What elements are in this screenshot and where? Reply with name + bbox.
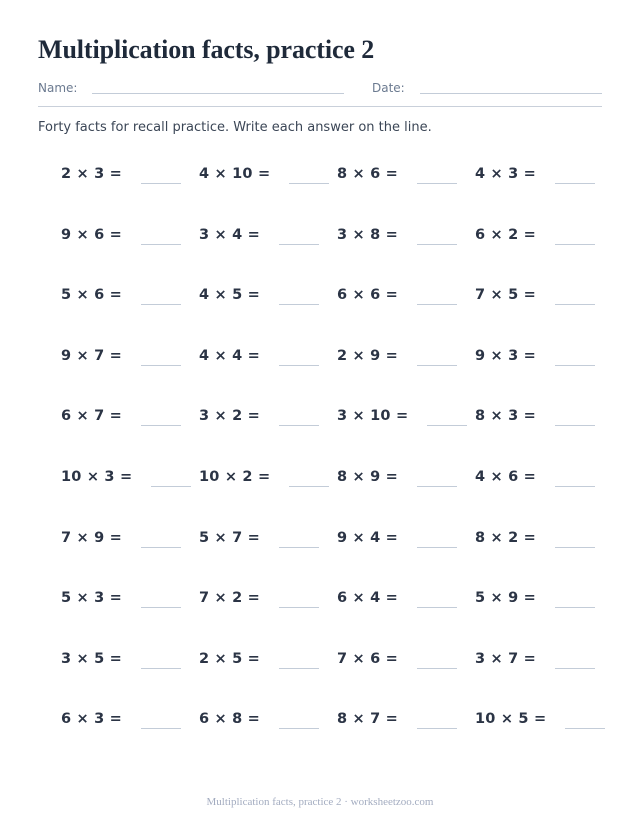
fact-item [61, 467, 199, 528]
answer-line[interactable] [555, 244, 595, 245]
fact-problem: 4 × 5 = [199, 287, 261, 304]
fact-item [61, 649, 199, 710]
date-label: Date: [372, 81, 405, 95]
fact-item [337, 406, 475, 467]
answer-line[interactable] [279, 668, 319, 669]
fact-problem: 6 × 4 = [337, 590, 399, 607]
fact-item [199, 588, 337, 649]
fact-problem: 7 × 6 = [337, 650, 399, 667]
answer-line[interactable] [555, 668, 595, 669]
fact-problem: 6 × 7 = [61, 408, 123, 425]
fact-item [337, 588, 475, 649]
fact-item [475, 649, 613, 710]
answer-line[interactable] [417, 244, 457, 245]
fact-problem: 9 × 3 = [475, 347, 537, 364]
answer-line[interactable] [279, 304, 319, 305]
fact-item [337, 649, 475, 710]
answer-line[interactable] [141, 607, 181, 608]
answer-line[interactable] [417, 183, 457, 184]
answer-line[interactable] [417, 607, 457, 608]
fact-problem: 7 × 9 = [61, 529, 123, 546]
fact-problem: 6 × 2 = [475, 226, 537, 243]
fact-problem: 5 × 3 = [61, 590, 123, 607]
answer-line[interactable] [417, 547, 457, 548]
answer-line[interactable] [141, 547, 181, 548]
fact-problem: 10 × 2 = [199, 468, 271, 485]
instructions-text: Forty facts for recall practice. Write each answer on the line. [38, 120, 432, 135]
fact-problem: 2 × 3 = [61, 166, 123, 182]
fact-problem: 8 × 9 = [337, 468, 399, 485]
worksheet-title: Multiplication facts, practice 2 [38, 35, 375, 64]
fact-problem: 7 × 2 = [199, 590, 261, 607]
answer-line[interactable] [279, 365, 319, 366]
fact-problem: 10 × 3 = [61, 468, 133, 485]
fact-problem: 3 × 5 = [61, 650, 123, 667]
fact-item [475, 346, 613, 407]
fact-item [475, 406, 613, 467]
fact-item [61, 528, 199, 589]
fact-problem: 8 × 2 = [475, 529, 537, 546]
fact-problem: 3 × 2 = [199, 408, 261, 425]
fact-problem: 6 × 8 = [199, 711, 261, 728]
fact-item [475, 225, 613, 286]
fact-item [475, 709, 613, 770]
header-divider [38, 106, 602, 107]
answer-line[interactable] [555, 183, 595, 184]
fact-problem: 9 × 4 = [337, 529, 399, 546]
answer-line[interactable] [289, 486, 329, 487]
answer-line[interactable] [141, 728, 181, 729]
answer-line[interactable] [141, 244, 181, 245]
fact-item [475, 588, 613, 649]
fact-item [199, 709, 337, 770]
date-field-line[interactable] [420, 93, 602, 94]
answer-line[interactable] [279, 547, 319, 548]
answer-line[interactable] [555, 304, 595, 305]
answer-line[interactable] [417, 668, 457, 669]
fact-problem: 8 × 7 = [337, 711, 399, 728]
answer-line[interactable] [565, 728, 605, 729]
fact-problem: 5 × 7 = [199, 529, 261, 546]
fact-item [199, 346, 337, 407]
name-field-line[interactable] [92, 93, 344, 94]
fact-problem: 4 × 6 = [475, 468, 537, 485]
fact-item [337, 467, 475, 528]
answer-line[interactable] [141, 668, 181, 669]
fact-problem: 3 × 8 = [337, 226, 399, 243]
answer-line[interactable] [427, 425, 467, 426]
fact-problem: 10 × 5 = [475, 711, 547, 728]
answer-line[interactable] [555, 425, 595, 426]
fact-problem: 3 × 4 = [199, 226, 261, 243]
fact-item [337, 164, 475, 225]
fact-item [475, 467, 613, 528]
answer-line[interactable] [151, 486, 191, 487]
fact-problem: 3 × 7 = [475, 650, 537, 667]
answer-line[interactable] [141, 425, 181, 426]
name-label: Name: [38, 81, 78, 95]
fact-item [199, 285, 337, 346]
fact-problem: 4 × 10 = [199, 166, 271, 182]
fact-item [61, 588, 199, 649]
fact-item [61, 164, 199, 225]
fact-item [199, 164, 337, 225]
fact-item [61, 346, 199, 407]
fact-item [199, 649, 337, 710]
fact-problem: 8 × 3 = [475, 408, 537, 425]
fact-item [61, 285, 199, 346]
fact-problem: 6 × 6 = [337, 287, 399, 304]
fact-item [337, 528, 475, 589]
fact-item [61, 225, 199, 286]
fact-problem: 9 × 7 = [61, 347, 123, 364]
fact-item [199, 406, 337, 467]
answer-line[interactable] [555, 365, 595, 366]
fact-item [337, 346, 475, 407]
fact-problem: 4 × 3 = [475, 166, 537, 182]
answer-line[interactable] [141, 183, 181, 184]
page-footer: Multiplication facts, practice 2 · worksheetzoo.com [206, 796, 434, 808]
answer-line[interactable] [279, 244, 319, 245]
answer-line[interactable] [279, 425, 319, 426]
answer-line[interactable] [417, 304, 457, 305]
fact-item [475, 528, 613, 589]
answer-line[interactable] [555, 607, 595, 608]
answer-line[interactable] [417, 365, 457, 366]
fact-item [337, 709, 475, 770]
fact-problem: 5 × 9 = [475, 590, 537, 607]
fact-problem: 2 × 9 = [337, 347, 399, 364]
answer-line[interactable] [279, 607, 319, 608]
fact-item [61, 709, 199, 770]
answer-line[interactable] [289, 183, 329, 184]
fact-item [199, 225, 337, 286]
fact-item [61, 406, 199, 467]
fact-item [199, 528, 337, 589]
fact-problem: 8 × 6 = [337, 166, 399, 182]
fact-problem: 6 × 3 = [61, 711, 123, 728]
fact-item [475, 285, 613, 346]
fact-item [337, 285, 475, 346]
answer-line[interactable] [417, 486, 457, 487]
fact-problem: 4 × 4 = [199, 347, 261, 364]
fact-problem: 7 × 5 = [475, 287, 537, 304]
fact-problem: 5 × 6 = [61, 287, 123, 304]
answer-line[interactable] [417, 728, 457, 729]
fact-problem: 9 × 6 = [61, 226, 123, 243]
fact-item [199, 467, 337, 528]
answer-line[interactable] [279, 728, 319, 729]
answer-line[interactable] [141, 365, 181, 366]
answer-line[interactable] [141, 304, 181, 305]
facts-grid [61, 164, 621, 770]
answer-line[interactable] [555, 486, 595, 487]
fact-problem: 2 × 5 = [199, 650, 261, 667]
fact-item [337, 225, 475, 286]
answer-line[interactable] [555, 547, 595, 548]
fact-item [475, 164, 613, 225]
fact-problem: 3 × 10 = [337, 408, 409, 425]
